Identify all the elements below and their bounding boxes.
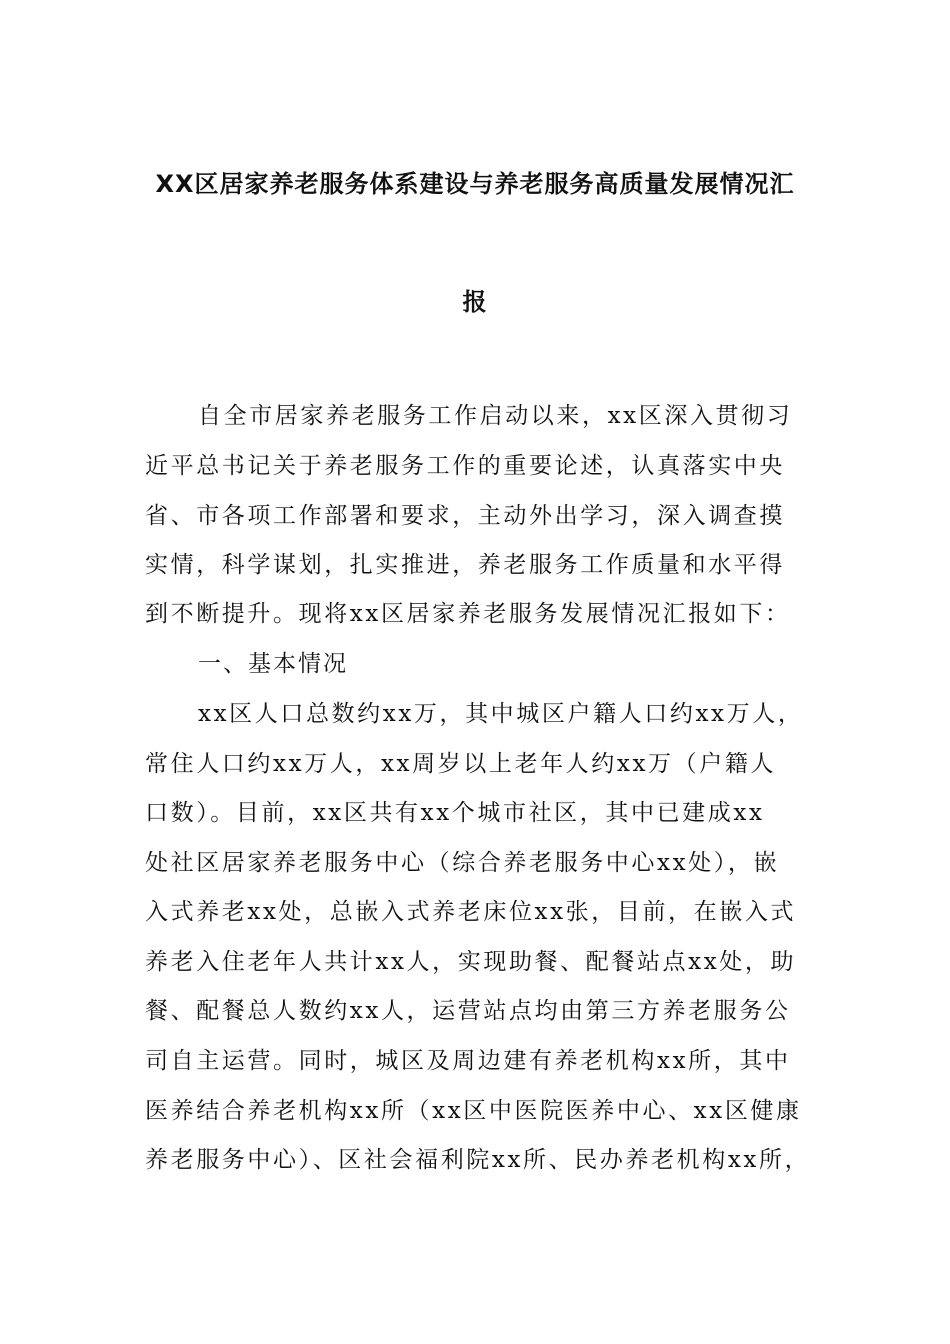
section-paragraph-line: 医养结合养老机构xx所（xx区中医院医养中心、xx区健康 bbox=[145, 1098, 802, 1124]
intro-paragraph-line: 实情，科学谋划，扎实推进，养老服务工作质量和水平得 bbox=[145, 552, 785, 578]
document-title-line-1: XX区居家养老服务体系建设与养老服务高质量发展情况汇 bbox=[155, 170, 795, 198]
section-paragraph-line: 养老服务中心）、区社会福利院xx所、民办养老机构xx所， bbox=[145, 1147, 811, 1173]
section-paragraph-line: 司自主运营。同时，城区及周边建有养老机构xx所，其中 bbox=[145, 1048, 791, 1074]
section-paragraph-line: 餐、配餐总人数约xx人，运营站点均由第三方养老服务公 bbox=[145, 998, 791, 1024]
section-paragraph-line: 养老入住老年人共计xx人，实现助餐、配餐站点xx处，助 bbox=[145, 949, 797, 975]
section-paragraph-line: 入式养老xx处，总嵌入式养老床位xx张，目前，在嵌入式 bbox=[145, 899, 797, 925]
section-paragraph-line: 处社区居家养老服务中心（综合养老服务中心xx处），嵌 bbox=[145, 850, 780, 876]
intro-paragraph-line: 到不断提升。现将xx区居家养老服务发展情况汇报如下： bbox=[145, 601, 791, 627]
section-paragraph-line: 口数）。目前，xx区共有xx个城市社区，其中已建成xx bbox=[145, 800, 765, 826]
intro-paragraph-line: 自全市居家养老服务工作启动以来，xx区深入贯彻习 bbox=[198, 403, 793, 429]
section-paragraph-line: xx区人口总数约xx万，其中城区户籍人口约xx万人， bbox=[198, 701, 804, 727]
intro-paragraph-line: 省、市各项工作部署和要求，主动外出学习，深入调查摸 bbox=[145, 503, 785, 529]
section-heading: 一、基本情况 bbox=[198, 651, 348, 677]
document-title-line-2: 报 bbox=[462, 288, 488, 316]
section-paragraph-line: 常住人口约xx万人，xx周岁以上老年人约xx万（户籍人 bbox=[145, 751, 777, 777]
intro-paragraph-line: 近平总书记关于养老服务工作的重要论述，认真落实中央 bbox=[145, 453, 785, 479]
